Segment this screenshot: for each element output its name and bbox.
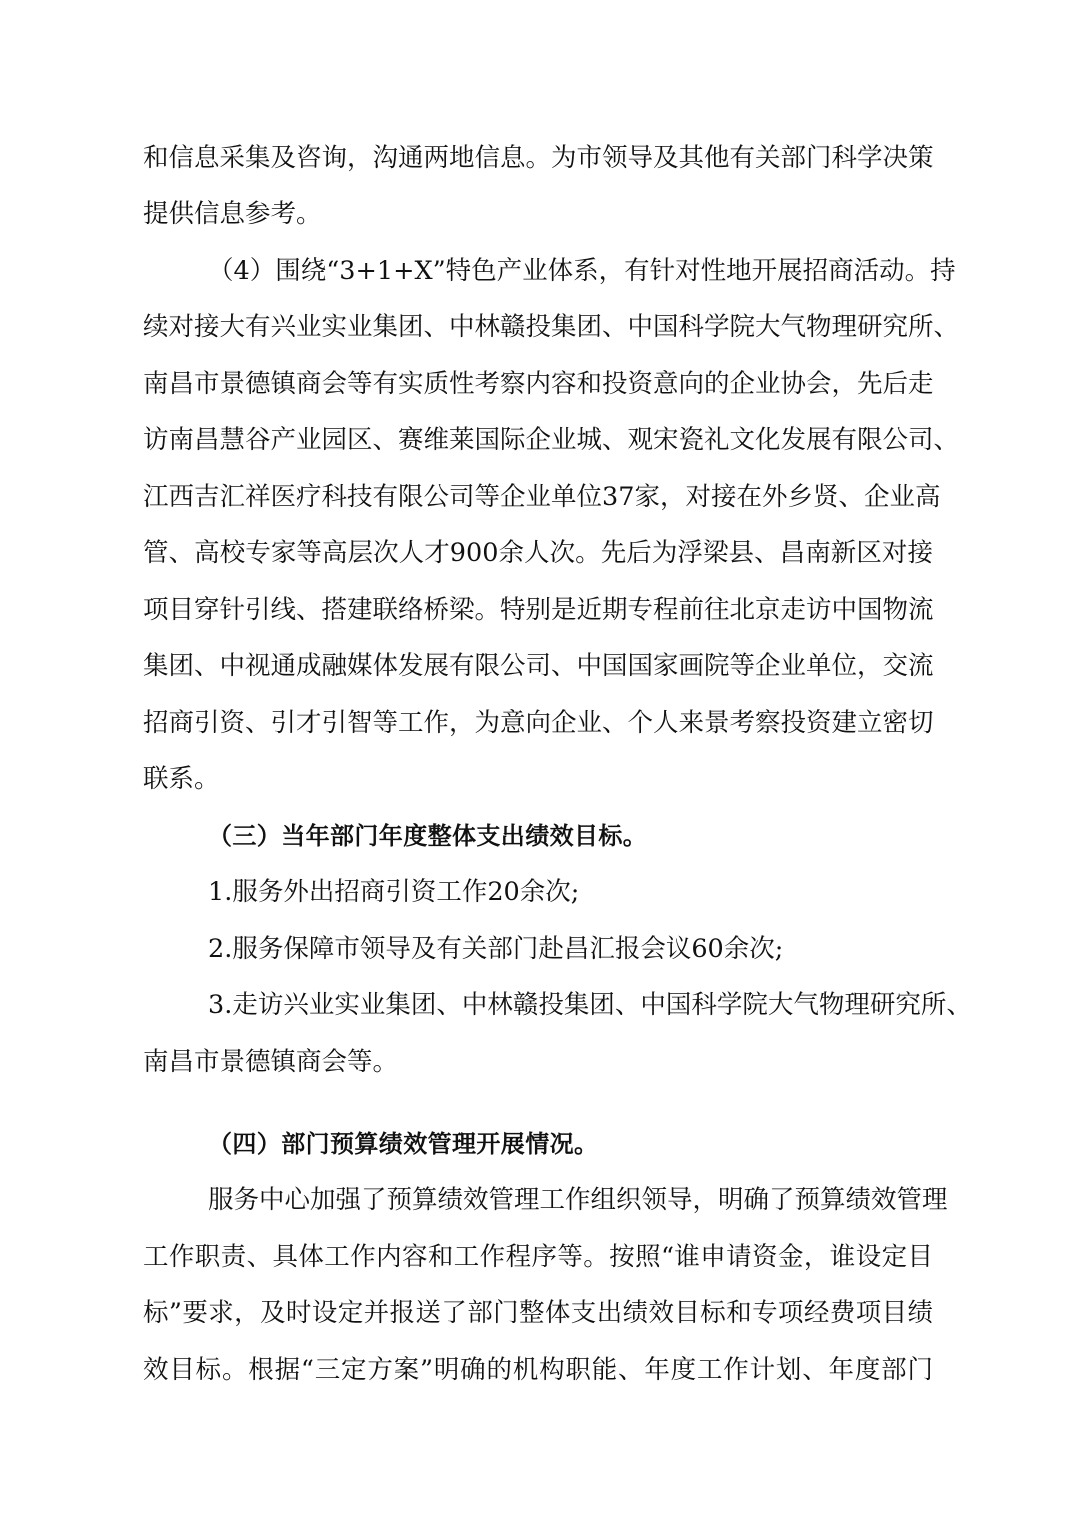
paragraph-line: （4）围绕“3+1+X”特色产业体系，有针对性地开展招商活动。持 — [208, 256, 956, 286]
list-item-continuation: 南昌市景德镇商会等。 — [143, 1047, 399, 1077]
paragraph-line: 工作职责、具体工作内容和工作程序等。按照“谁申请资金，谁设定目 — [143, 1242, 933, 1272]
paragraph-line: 集团、中视通成融媒体发展有限公司、中国国家画院等企业单位，交流 — [143, 651, 934, 681]
paragraph-line: 招商引资、引才引智等工作，为意向企业、个人来景考察投资建立密切 — [143, 708, 934, 738]
paragraph-line: 南昌市景德镇商会等有实质性考察内容和投资意向的企业协会，先后走 — [143, 369, 934, 399]
paragraph-line: 标”要求，及时设定并报送了部门整体支出绩效目标和专项经费项目绩 — [143, 1298, 933, 1328]
paragraph-line: 管、高校专家等高层次人才900余人次。先后为浮梁县、昌南新区对接 — [143, 538, 933, 568]
paragraph-line: 提供信息参考。 — [143, 199, 322, 229]
paragraph-line: 服务中心加强了预算绩效管理工作组织领导，明确了预算绩效管理 — [208, 1185, 948, 1215]
paragraph-line: 和信息采集及咨询，沟通两地信息。为市领导及其他有关部门科学决策 — [143, 143, 934, 173]
paragraph-line: 效目标。根据“三定方案”明确的机构职能、年度工作计划、年度部门 — [143, 1355, 933, 1385]
paragraph-line: 访南昌慧谷产业园区、赛维莱国际企业城、观宋瓷礼文化发展有限公司、 — [143, 425, 960, 455]
list-item: 1.服务外出招商引资工作20余次; — [208, 877, 580, 907]
paragraph-line: 江西吉汇祥医疗科技有限公司等企业单位37家，对接在外乡贤、企业高 — [143, 482, 941, 512]
section-heading: （四）部门预算绩效管理开展情况。 — [208, 1130, 599, 1158]
paragraph-line: 项目穿针引线、搭建联络桥梁。特别是近期专程前往北京走访中国物流 — [143, 595, 934, 625]
list-item: 2.服务保障市领导及有关部门赴昌汇报会议60余次; — [208, 934, 784, 964]
paragraph-line: 续对接大有兴业实业集团、中林赣投集团、中国科学院大气物理研究所、 — [143, 312, 960, 342]
list-item: 3.走访兴业实业集团、中林赣投集团、中国科学院大气物理研究所、 — [208, 990, 972, 1020]
section-heading: （三）当年部门年度整体支出绩效目标。 — [208, 822, 648, 850]
paragraph-line: 联系。 — [143, 764, 220, 794]
